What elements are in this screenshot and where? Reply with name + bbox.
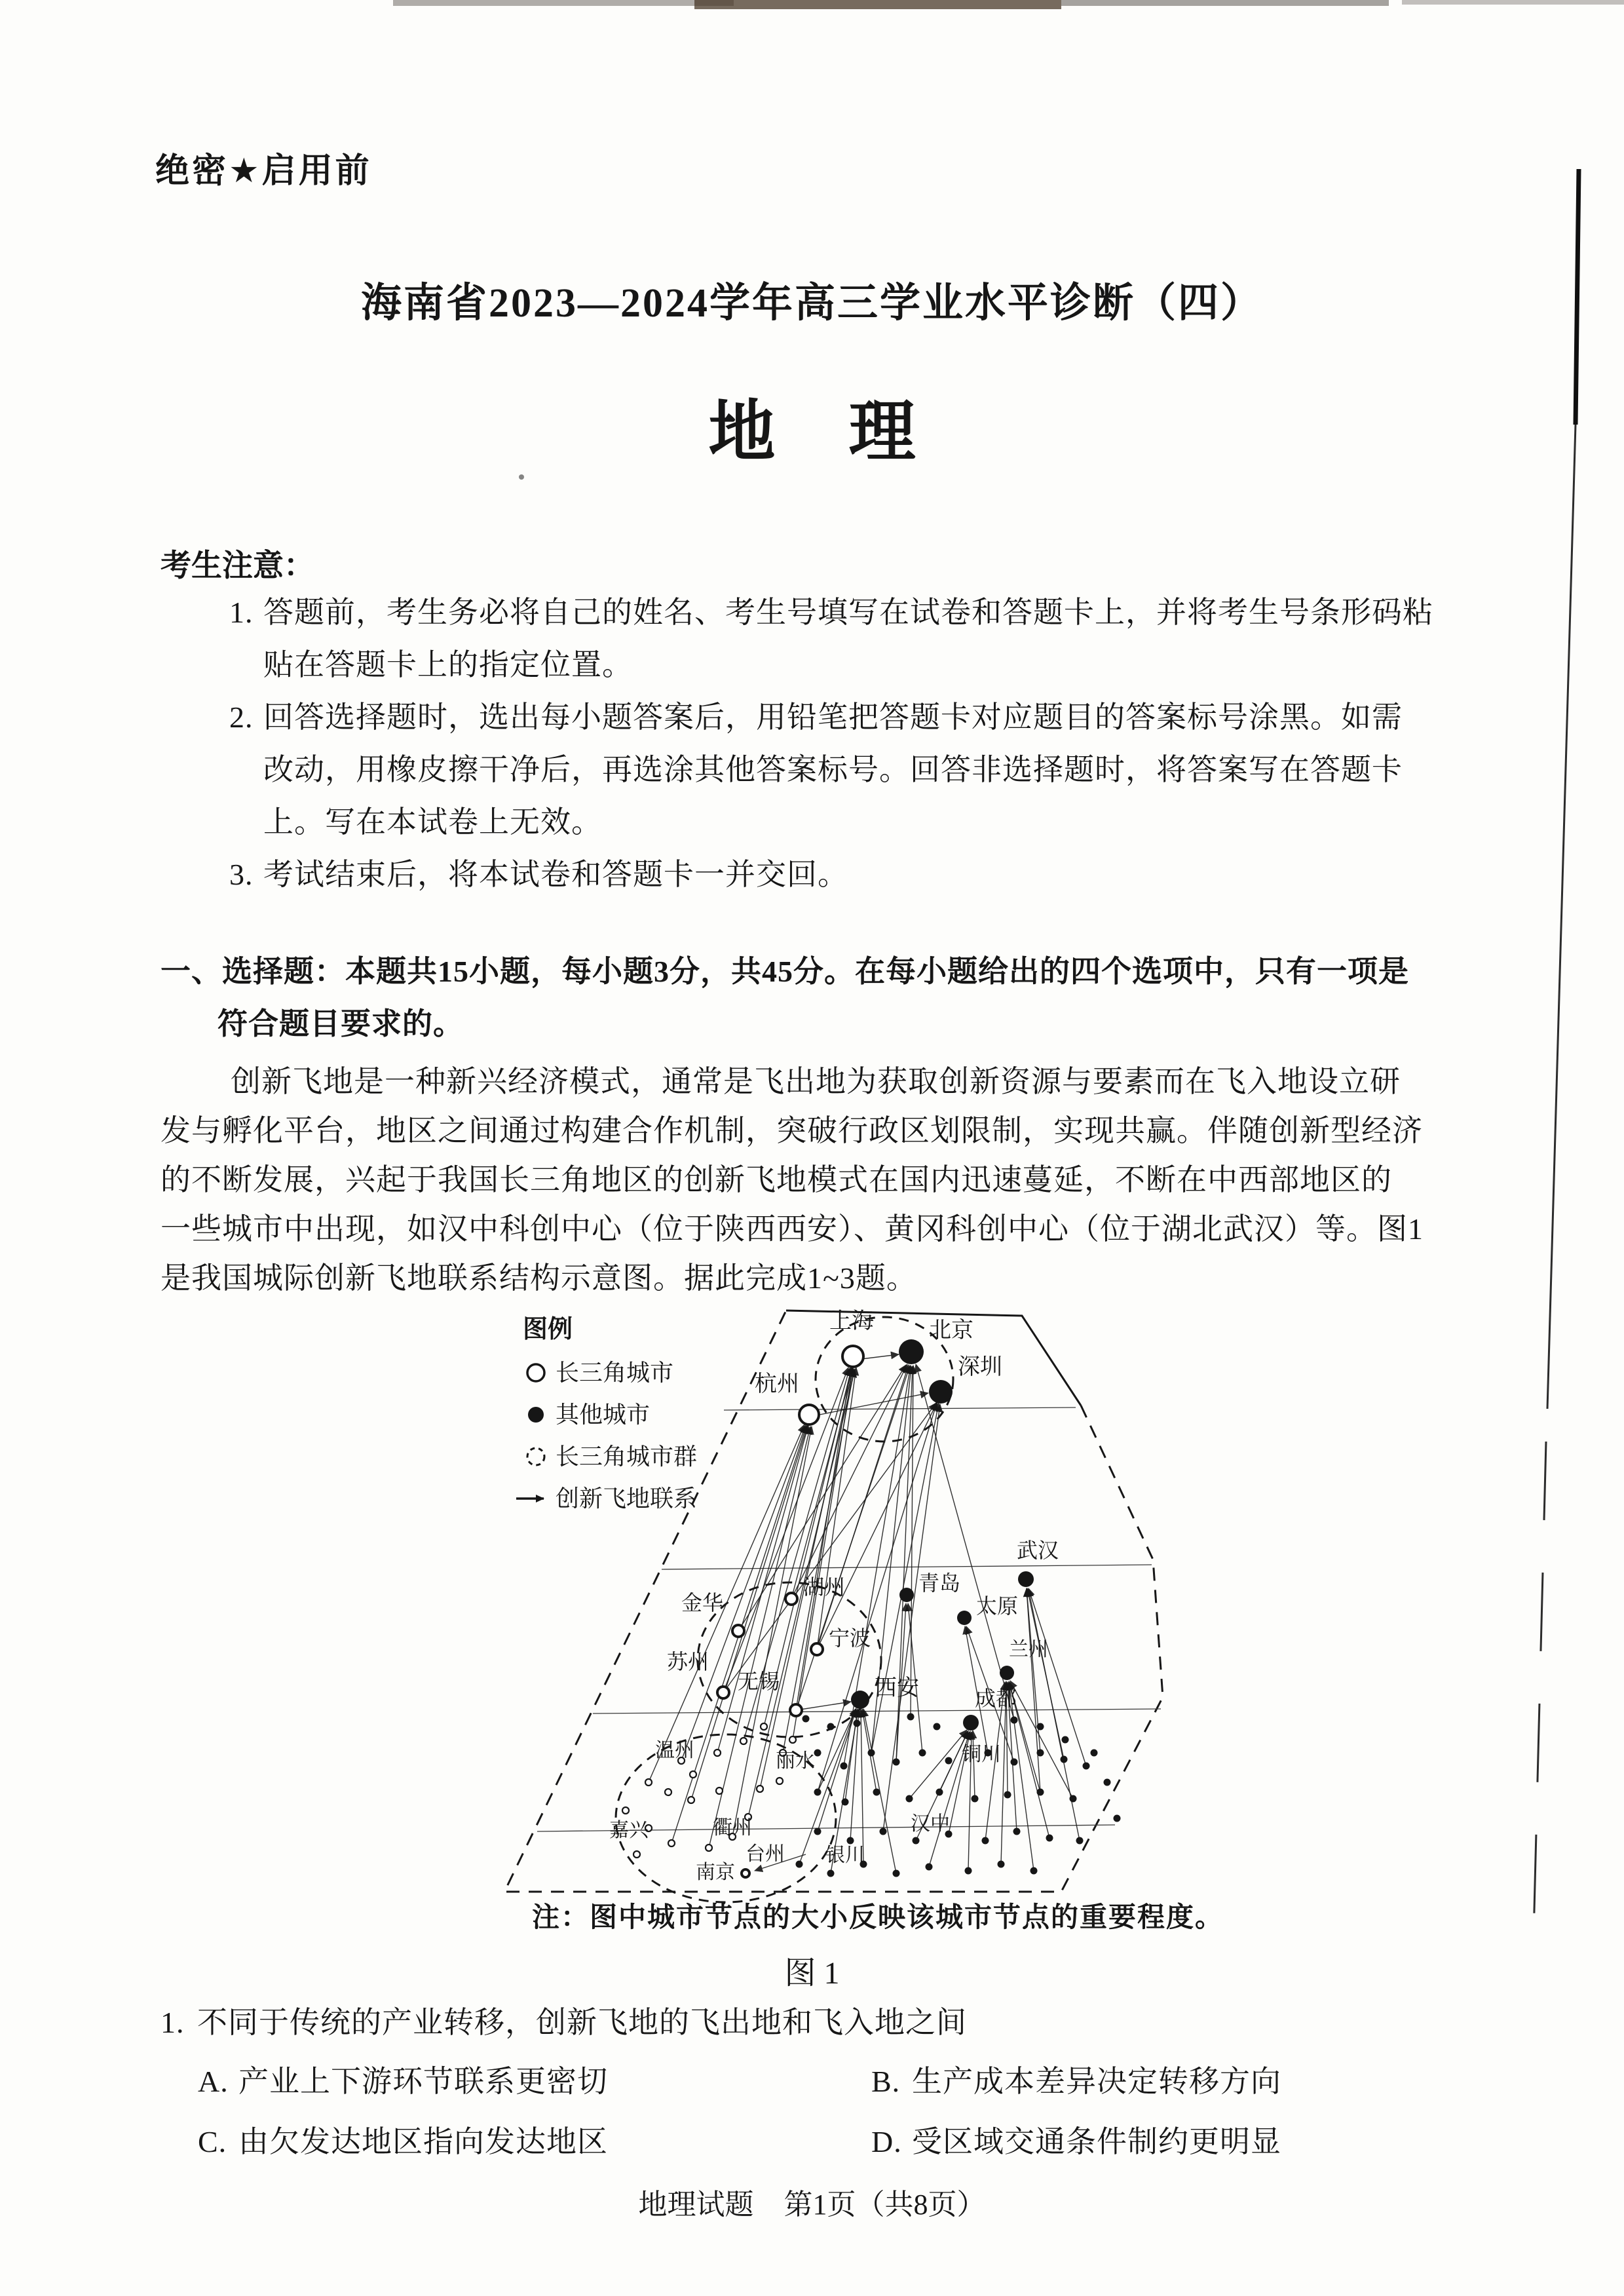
small-city-dot-filled — [827, 1723, 835, 1731]
city-node — [929, 1380, 953, 1404]
small-city-dot-open — [622, 1807, 629, 1814]
small-city-dot-filled — [1013, 1828, 1021, 1835]
city-label: 深圳 — [958, 1355, 1002, 1379]
city-label: 兰州 — [1009, 1639, 1048, 1660]
small-city-dot-filled — [1037, 1723, 1044, 1731]
enclave-link — [896, 1366, 913, 1762]
city-node — [790, 1704, 802, 1716]
notice-2-line-2: 改动，用橡皮擦干净后，再选涂其他答案标号。回答非选择题时，将答案写在答题卡 — [263, 753, 1403, 786]
notice-1-line-2: 贴在答题卡上的指定位置。 — [263, 648, 633, 681]
city-label: 北京 — [929, 1318, 973, 1343]
city-node — [811, 1643, 823, 1655]
city-label: 太原 — [976, 1594, 1019, 1618]
enclave-link — [709, 1426, 810, 1848]
option-c-text: 由欠发达地区指向发达地区 — [238, 2125, 608, 2158]
notice-2-text: 回答选择题时，选出每小题答案后，用铅笔把答题卡对应题目的答案标号涂黑。如需 — [263, 700, 1403, 734]
city-label: 湖州 — [803, 1575, 846, 1599]
small-city-dot-filled — [1070, 1795, 1077, 1803]
classification-label: 绝密★启用前 — [155, 152, 372, 190]
small-city-dot-filled — [842, 1799, 849, 1806]
small-city-dot-filled — [847, 1837, 854, 1845]
enclave-link — [818, 1709, 856, 1831]
page-footer — [0, 2181, 1624, 2223]
option-c-label: C. — [198, 2125, 227, 2158]
small-city-dot-filled — [893, 1870, 900, 1877]
small-city-dot-open — [716, 1788, 723, 1794]
city-label: 苏州 — [667, 1650, 709, 1674]
passage-line-3: 的不断发展，兴起于我国长三角地区的创新飞地模式在国内迅速蔓延，不断在中西部地区的 — [161, 1163, 1392, 1196]
small-city-dot-filled — [1061, 1756, 1068, 1763]
option-a-label: A. — [198, 2065, 229, 2098]
city-label: 金华 — [681, 1591, 724, 1615]
small-city-dot-filled — [926, 1864, 933, 1871]
option-b-text: 生产成本差异决定转移方向 — [912, 2065, 1281, 2098]
small-city-dot-filled — [913, 1837, 920, 1845]
scan-line-right-thin — [1547, 425, 1576, 1409]
legend-item-label: 长三角城市群 — [556, 1444, 698, 1470]
small-city-dot-open — [706, 1845, 712, 1851]
city-node — [717, 1687, 729, 1698]
section-heading-line-1: 一、选择题：本题共15小题，每小题3分，共45分。在每小题给出的四个选项中，只有一项是 — [161, 955, 1409, 988]
small-city-dot-filled — [1011, 1717, 1018, 1724]
scan-smudge-top-4 — [1402, 0, 1624, 5]
notice-1-text: 答题前，考生务必将自己的姓名、考生号填写在试卷和答题卡上，并将考生号条形码粘 — [263, 596, 1433, 629]
small-city-dot-filled — [1011, 1759, 1018, 1766]
city-label: 丽水 — [776, 1750, 815, 1772]
small-city-dot-filled — [1104, 1779, 1111, 1786]
small-city-dot-open — [668, 1840, 675, 1846]
small-city-dot-filled — [840, 1763, 848, 1770]
small-city-dot-filled — [893, 1759, 900, 1766]
enclave-link — [649, 1425, 804, 1782]
small-city-dot-filled — [1114, 1815, 1121, 1822]
city-node — [1000, 1666, 1014, 1680]
small-city-dot-filled — [1037, 1750, 1044, 1757]
small-city-dot-filled — [814, 1750, 821, 1757]
small-city-dot-filled — [814, 1828, 821, 1835]
city-node — [963, 1715, 979, 1731]
small-city-dot-open — [757, 1786, 763, 1792]
city-label: 衢州 — [713, 1817, 752, 1839]
city-label: 杭州 — [755, 1372, 799, 1396]
small-city-dot-filled — [1030, 1867, 1038, 1875]
city-node — [842, 1346, 863, 1367]
city-label: 青岛 — [918, 1571, 961, 1595]
passage-line-4: 一些城市中出现，如汉中科创中心（位于陕西西安）、黄冈科创中心（位于湖北武汉）等。图1 — [161, 1212, 1424, 1246]
small-city-dot-filled — [1004, 1791, 1011, 1799]
scan-smudge-top-1 — [393, 0, 734, 6]
city-node — [899, 1588, 914, 1602]
figure-map — [452, 1294, 1284, 1904]
small-city-dot-open — [645, 1779, 652, 1786]
city-node — [957, 1611, 972, 1625]
small-city-dot-filled — [880, 1828, 887, 1835]
enclave-link — [883, 1404, 940, 1831]
small-city-dot-filled — [1076, 1837, 1084, 1845]
enclave-link — [791, 1364, 907, 1599]
small-city-dot-open — [761, 1723, 767, 1730]
notice-1-number: 1. — [229, 596, 254, 629]
notice-3-number: 3. — [229, 858, 254, 891]
small-city-dot-filled — [936, 1789, 943, 1796]
notice-2-number: 2. — [229, 700, 254, 734]
city-label: 宁波 — [829, 1626, 871, 1650]
enclave-link — [820, 1393, 928, 1415]
legend-item-label: 其他城市 — [556, 1402, 651, 1428]
option-a-text: 产业上下游环节联系更密切 — [238, 2065, 608, 2098]
city-label: 无锡 — [738, 1670, 780, 1693]
passage-line-1: 创新飞地是一种新兴经济模式，通常是飞出地为获取创新资源与要素而在飞入地设立研 — [231, 1065, 1401, 1098]
scan-line-right-dashed — [1533, 1442, 1546, 1962]
small-city-dot-filled — [873, 1789, 880, 1796]
small-city-dot-open — [789, 1736, 796, 1743]
city-node — [799, 1405, 819, 1425]
small-city-dot-filled — [796, 1861, 803, 1868]
notice-2-line-3: 上。写在本试卷上无效。 — [263, 805, 602, 839]
passage-line-2: 发与孵化平台，地区之间通过构建合作机制，突破行政区划限制，实现共赢。伴随创新型经济 — [161, 1114, 1423, 1147]
city-label: 武汉 — [1017, 1539, 1059, 1562]
enclave-link — [818, 1708, 856, 1792]
city-node — [1018, 1571, 1034, 1587]
legend-item-label: 长三角城市 — [556, 1360, 674, 1386]
small-city-dot-filled — [1046, 1835, 1053, 1842]
notice-2-line-1 — [229, 693, 1403, 737]
option-d — [871, 2118, 1281, 2161]
city-node — [785, 1593, 797, 1605]
small-city-dot-filled — [919, 1750, 926, 1757]
scan-smudge-top-3 — [1061, 0, 1389, 6]
city-label: 南京 — [696, 1862, 735, 1883]
city-label: 成都 — [975, 1687, 1017, 1710]
small-city-dot-filled — [998, 1861, 1005, 1868]
small-city-dot-filled — [945, 1757, 953, 1765]
enclave-link — [783, 1369, 854, 1753]
city-label: 西安 — [875, 1676, 919, 1700]
question-1-text: 不同于传统的产业转移，创新飞地的飞出地和飞入地之间 — [197, 2006, 967, 2039]
footer-page-number: 第1页（共8页） — [784, 2189, 986, 2221]
small-city-dot-filled — [1037, 1789, 1044, 1796]
option-b-label: B. — [871, 2065, 901, 2098]
enclave-link — [817, 1402, 937, 1649]
option-b — [871, 2057, 1281, 2101]
small-city-dot-open — [665, 1789, 671, 1795]
small-city-dot-open — [740, 1738, 747, 1744]
city-label: 上海 — [829, 1309, 874, 1333]
figure-caption: 图 1 — [784, 1956, 840, 1991]
enclave-link — [1029, 1589, 1080, 1841]
small-city-dot-filled — [803, 1715, 810, 1723]
legend-item-label: 创新飞地联系 — [556, 1485, 698, 1512]
small-city-dot-filled — [1062, 1736, 1069, 1744]
map-grid-line — [724, 1407, 1076, 1410]
option-d-text: 受区域交通条件制约更明显 — [912, 2125, 1281, 2158]
figure-note: 注：图中城市节点的大小反映该城市节点的重要程度。 — [532, 1903, 1224, 1933]
subject-title-text: 地理 — [708, 396, 989, 470]
option-a — [198, 2057, 608, 2101]
city-label: 嘉兴 — [609, 1820, 649, 1841]
small-city-dot-filled — [972, 1795, 979, 1803]
small-city-dot-filled — [906, 1795, 913, 1803]
small-city-dot-open — [776, 1778, 783, 1784]
scan-speck — [519, 474, 524, 480]
small-city-dot-filled — [1083, 1763, 1090, 1770]
option-c — [198, 2118, 608, 2161]
option-d-label: D. — [871, 2125, 902, 2158]
enclave-link — [916, 1364, 1014, 1720]
legend-open-circle-icon — [527, 1364, 544, 1381]
small-city-dot-open — [688, 1797, 694, 1803]
map-grid-line — [593, 1709, 1161, 1713]
small-city-dot-open — [714, 1750, 721, 1756]
notice-heading: 考生注意： — [161, 548, 314, 583]
city-node — [899, 1339, 924, 1364]
scan-smudge-top-2 — [694, 0, 1061, 9]
small-city-dot-filled — [934, 1723, 941, 1731]
small-city-dot-filled — [982, 1837, 989, 1845]
legend-filled-circle-icon — [528, 1407, 544, 1423]
enclave-link — [861, 1710, 863, 1864]
small-city-dot-open — [690, 1771, 696, 1778]
small-city-dot-filled — [965, 1867, 972, 1875]
small-city-dot-filled — [1091, 1750, 1098, 1757]
city-node — [732, 1625, 744, 1637]
city-label: 铜川 — [962, 1744, 1001, 1765]
small-city-dot-filled — [814, 1789, 821, 1796]
city-label: 汉中 — [911, 1813, 950, 1835]
exam-title: 海南省2023—2024学年高三学业水平诊断（四） — [360, 281, 1263, 326]
footer-doc-title: 地理试题 — [638, 2189, 754, 2221]
small-city-dot-filled — [907, 1713, 915, 1721]
city-label: 台州 — [746, 1843, 785, 1865]
notice-3-text: 考试结束后，将本试卷和答题卡一并交回。 — [263, 858, 848, 891]
question-1-number: 1. — [161, 2006, 185, 2039]
section-heading-line-2: 符合题目要求的。 — [217, 1007, 464, 1041]
small-city-dot-open — [633, 1851, 640, 1858]
legend-dashed-circle-icon — [527, 1448, 544, 1465]
city-node — [742, 1869, 749, 1877]
subject-title — [0, 379, 1624, 474]
city-node — [851, 1691, 869, 1709]
legend-title: 图例 — [523, 1316, 573, 1343]
small-city-dot-filled — [854, 1720, 861, 1727]
city-label: 温州 — [655, 1740, 694, 1761]
passage-line-5: 是我国城际创新飞地联系结构示意图。据此完成1~3题。 — [161, 1261, 917, 1295]
city-label: 银川 — [825, 1845, 865, 1866]
notice-3-line-1 — [229, 851, 848, 894]
notice-1-line-1 — [229, 588, 1433, 632]
question-1 — [161, 1999, 967, 2042]
small-city-dot-filled — [827, 1870, 835, 1877]
small-city-dot-filled — [868, 1750, 875, 1757]
